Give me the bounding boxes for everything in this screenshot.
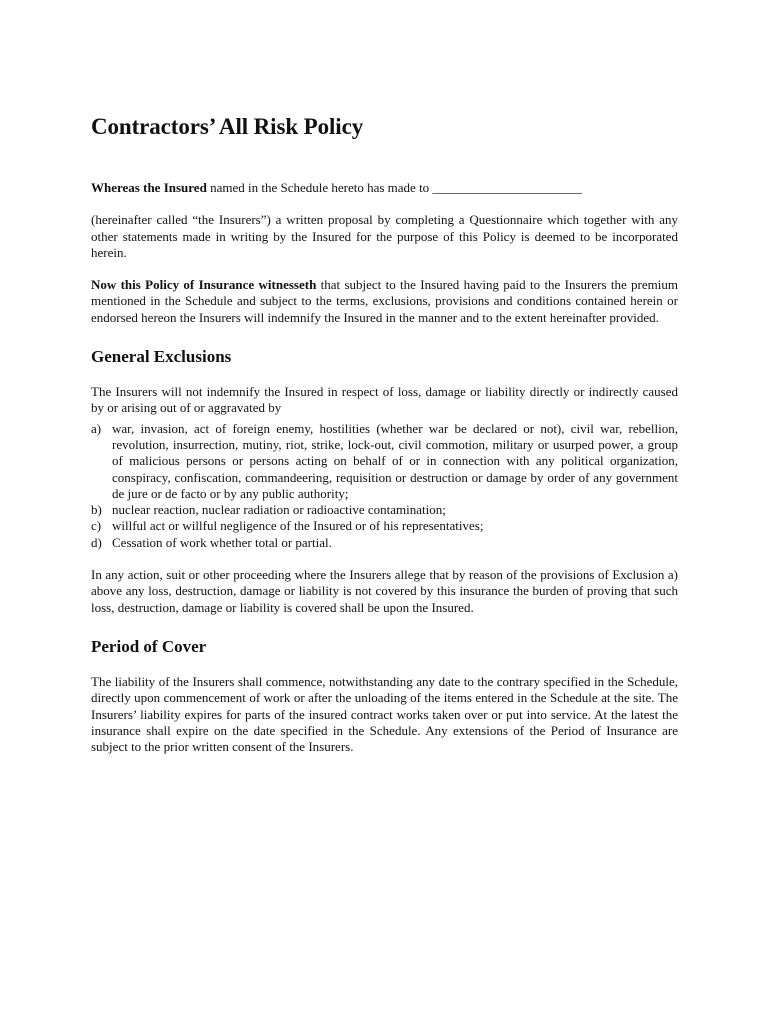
exclusions-list (91, 421, 678, 551)
exclusion-text: Cessation of work whether total or partial. (112, 534, 332, 550)
exclusion-item-c (91, 518, 678, 534)
whereas-text: named in the Schedule hereto has made to _______________________ (206, 180, 582, 195)
whereas-paragraph (91, 180, 678, 196)
exclusion-item-a (91, 421, 678, 502)
exclusion-marker: c) (91, 518, 102, 534)
witnesseth-bold-lead: Now this Policy of Insurance witnesseth (91, 277, 317, 293)
witnesseth-text: that subject to the Insured having paid to the Insurers the premium mentioned in the Schedule and subject to the terms, exclusions, provisions and conditions contained herein or endorsed hereon the Insurers will indemnify the Insured in the manner and to the extent hereinafter provided. (91, 277, 678, 325)
whereas-bold-lead: Whereas the Insured (91, 180, 207, 195)
exclusion-item-d (91, 535, 678, 551)
period-of-cover-paragraph: The liability of the Insurers shall commence, notwithstanding any date to the contrary specified in the Schedule, directly upon commencement of work or after the unloading of the items entered in the Schedule at the site. The Insurers’ liability expires for parts of the insured contract works taken over or put into service. At the latest the insurance shall expire on the date specified in the Schedule. Any extensions of the Period of Insurance are subject to the prior written consent of the Insurers. (91, 673, 678, 755)
exclusion-text: willful act or willful negligence of the Insured or of his representatives; (112, 518, 484, 534)
exclusion-marker: d) (91, 534, 102, 550)
period-of-cover-heading: Period of Cover (91, 636, 207, 656)
exclusions-intro: The Insurers will not indemnify the Insured in respect of loss, damage or liability directly or indirectly caused by or arising out of or aggravated by (91, 384, 678, 416)
general-exclusions-heading: General Exclusions (91, 347, 232, 367)
proposal-paragraph: (hereinafter called “the Insurers”) a written proposal by completing a Questionnaire which together with any other statements made in writing by the Insured for the purpose of this Policy is deemed to be incorporated herein. (91, 212, 678, 260)
document-page (91, 112, 678, 771)
exclusions-closing-paragraph: In any action, suit or other proceeding where the Insurers allege that by reason of the provisions of Exclusion a) above any loss, destruction, damage or liability is not covered by this insurance the burden of proving that such loss, destruction, damage or liability is covered shall be upon the Insured. (91, 567, 678, 615)
witnesseth-paragraph (91, 277, 678, 326)
exclusion-text: war, invasion, act of foreign enemy, hostilities (whether war be declared or not), civil war, rebellion, revolution, insurrection, mutiny, riot, strike, lock-out, civil commotion, military or usurped power, a group of malicious persons or persons acting on behalf of or in connection with any political organization, conspiracy, confiscation, commandeering, requisition or destruction or damage by order of any government de jure or de facto or by any public authority; (112, 420, 678, 501)
exclusion-marker: a) (91, 420, 102, 436)
exclusion-text: nuclear reaction, nuclear radiation or radioactive contamination; (112, 502, 446, 518)
exclusion-item-b (91, 502, 678, 518)
document-title: Contractors’ All Risk Policy (91, 114, 364, 139)
exclusion-marker: b) (91, 502, 102, 518)
